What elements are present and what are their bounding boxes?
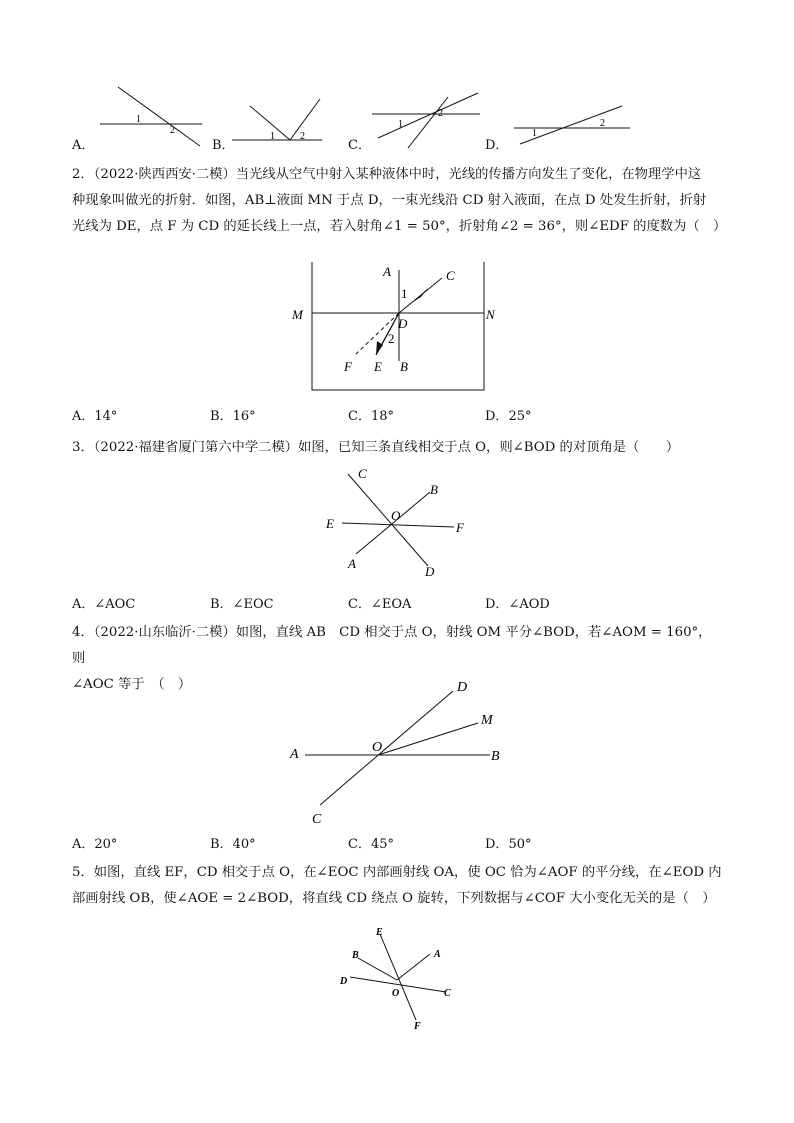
q1-figure-a: [90, 82, 220, 152]
q3-label-c: C: [358, 466, 367, 481]
q2-label-c: C: [446, 268, 455, 283]
q3-label-e: E: [326, 516, 334, 531]
q2-label-e: E: [374, 359, 382, 374]
q4-label-a: A: [290, 747, 299, 762]
q3-label-f: F: [456, 520, 464, 535]
q4-text-line2: ∠AOC 等于 （ ）: [72, 677, 192, 692]
q5-label-o: O: [392, 988, 400, 999]
q5-label-f: F: [414, 1021, 421, 1032]
q3-option-a: A．∠AOC: [72, 597, 136, 612]
q4-label-o: O: [372, 740, 383, 755]
q1a-label-2: 2: [170, 125, 175, 136]
q1c-label-1: 1: [398, 119, 403, 130]
q1d-label-1: 1: [532, 128, 537, 139]
q2-label-b: B: [400, 359, 408, 374]
q2-label-n: N: [486, 307, 495, 322]
q1-figure-b: [230, 96, 340, 152]
q2-option-b: B．16°: [210, 409, 256, 424]
q5-text-line2: 部画射线 OB，使∠AOE = 2∠BOD，将直线 CD 绕点 O 旋转，下列数据与∠COF 大小变化无关的是（ ）: [72, 891, 716, 906]
q3-text: 3．（2022·福建省厦门第六中学二模）如图，已知三条直线相交于点 O，则∠BOD 的对顶角是（ ）: [72, 440, 680, 455]
question-2: [72, 162, 727, 240]
q4-option-b: B．40°: [210, 837, 256, 852]
q1c-label-2: 2: [438, 108, 443, 119]
q5-label-a: A: [434, 949, 441, 960]
q3-figure: [318, 462, 478, 582]
q1-option-a: A．: [72, 138, 95, 153]
q3-label-a: A: [348, 556, 356, 571]
q5-figure: [330, 920, 470, 1035]
q2-label-angle2: 2: [388, 331, 395, 346]
q2-label-m: M: [292, 307, 303, 322]
q3-option-b: B．∠EOC: [210, 597, 274, 612]
q2-figure: [280, 258, 510, 394]
q3-option-c: C．∠EOA: [348, 597, 412, 612]
q2-label-a: A: [383, 264, 391, 279]
q1b-label-1: 1: [270, 131, 275, 142]
q4-option-d: D．50°: [485, 837, 532, 852]
q1a-label-1: 1: [136, 114, 141, 125]
q1-option-d: D．: [485, 138, 509, 153]
q2-label-angle1: 1: [401, 286, 408, 301]
q3-label-o: O: [391, 508, 401, 523]
question-5: [72, 860, 722, 912]
q3-option-d: D．∠AOD: [485, 597, 550, 612]
q2-option-a: A．14°: [72, 409, 118, 424]
q5-label-d: D: [340, 976, 348, 987]
q2-text-line3: 光线为 DE，点 F 为 CD 的延长线上一点，若入射角∠1 = 50°，折射角∠2 = 36°，则∠EDF 的度数为（ ）: [72, 219, 727, 234]
q4-label-m: M: [481, 713, 493, 728]
q3-label-d: D: [425, 564, 435, 579]
q4-figure: [285, 675, 525, 827]
q2-label-f: F: [344, 359, 352, 374]
q4-label-d: D: [457, 680, 468, 695]
q1-option-b: B．: [212, 138, 235, 153]
q1-option-c: C．: [348, 138, 371, 153]
q1d-label-2: 2: [600, 118, 605, 129]
q5-label-b: B: [352, 950, 359, 961]
q5-label-c: C: [444, 988, 451, 999]
q4-option-c: C．45°: [348, 837, 394, 852]
q2-label-d: D: [398, 316, 408, 331]
q5-text-line1: 5．如图，直线 EF，CD 相交于点 O，在∠EOC 内部画射线 OA，使 OC 恰为∠AOF 的平分线，在∠EOD 内: [72, 865, 722, 880]
q4-label-b: B: [491, 749, 500, 764]
q4-label-c: C: [312, 812, 322, 827]
question-3: [72, 435, 722, 461]
q3-label-b: B: [430, 482, 438, 497]
q5-label-e: E: [376, 927, 383, 938]
q1b-label-2: 2: [300, 131, 305, 142]
q4-text-line1: 4．（2022·山东临沂·二模）如图，直线 AB CD 相交于点 O，射线 OM 平分∠BOD，若∠AOM = 160°，则: [72, 625, 712, 666]
q1-figure-d: [510, 104, 640, 148]
q2-text-line1: 2．（2022·陕西西安·二模）当光线从空气中射入某种液体中时，光线的传播方向发生了变化，在物理学中这: [72, 167, 702, 182]
q2-text-line2: 种现象叫做光的折射．如图，AB⊥液面 MN 于点 D，一束光线沿 CD 射入液面，在点 D 处发生折射，折射: [72, 193, 707, 208]
q4-option-a: A．20°: [72, 837, 118, 852]
q1-figure-c: [368, 92, 488, 152]
q2-option-c: C．18°: [348, 409, 394, 424]
q2-option-d: D．25°: [485, 409, 532, 424]
